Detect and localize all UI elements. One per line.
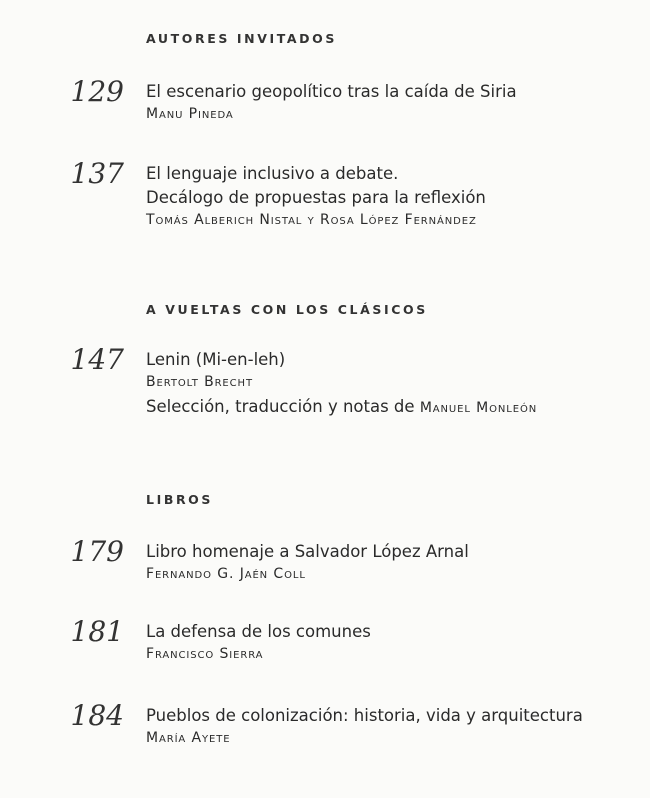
entry-title: Pueblos de colonización: historia, vida y arquitectura xyxy=(146,706,583,725)
credit-name: Manuel Monleón xyxy=(419,400,538,416)
entry-author: Fernando G. Jaén Coll xyxy=(146,566,306,582)
page-number: 184 xyxy=(70,699,124,732)
page-number: 179 xyxy=(70,535,124,568)
section-heading-a-vueltas-con-los-clasicos: A VUELTAS CON LOS CLÁSICOS xyxy=(146,302,428,317)
entry-title: La defensa de los comunes xyxy=(146,622,371,641)
credit-prefix: Selección, traducción y notas de xyxy=(146,397,420,416)
entry-author: Tomás Alberich Nistal y Rosa López Fernández xyxy=(146,212,477,228)
entry-credit xyxy=(146,395,537,420)
entry-title: Libro homenaje a Salvador López Arnal xyxy=(146,542,469,561)
page-number: 181 xyxy=(70,615,124,648)
entry-title: El lenguaje inclusivo a debate. xyxy=(146,164,399,183)
entry-author: María Ayete xyxy=(146,730,231,746)
entry-title-line-2: Decálogo de propuestas para la reflexión xyxy=(146,188,486,207)
section-heading-autores-invitados: AUTORES INVITADOS xyxy=(146,31,337,46)
entry-author: Francisco Sierra xyxy=(146,646,264,662)
page-number: 147 xyxy=(70,343,124,376)
entry-title: El escenario geopolítico tras la caída de Siria xyxy=(146,82,517,101)
entry-author: Bertolt Brecht xyxy=(146,374,253,390)
section-heading-libros: LIBROS xyxy=(146,492,213,507)
entry-title: Lenin (Mi-en-leh) xyxy=(146,350,286,369)
entry-author: Manu Pineda xyxy=(146,106,234,122)
page-number: 129 xyxy=(70,75,124,108)
page-number: 137 xyxy=(70,157,124,190)
